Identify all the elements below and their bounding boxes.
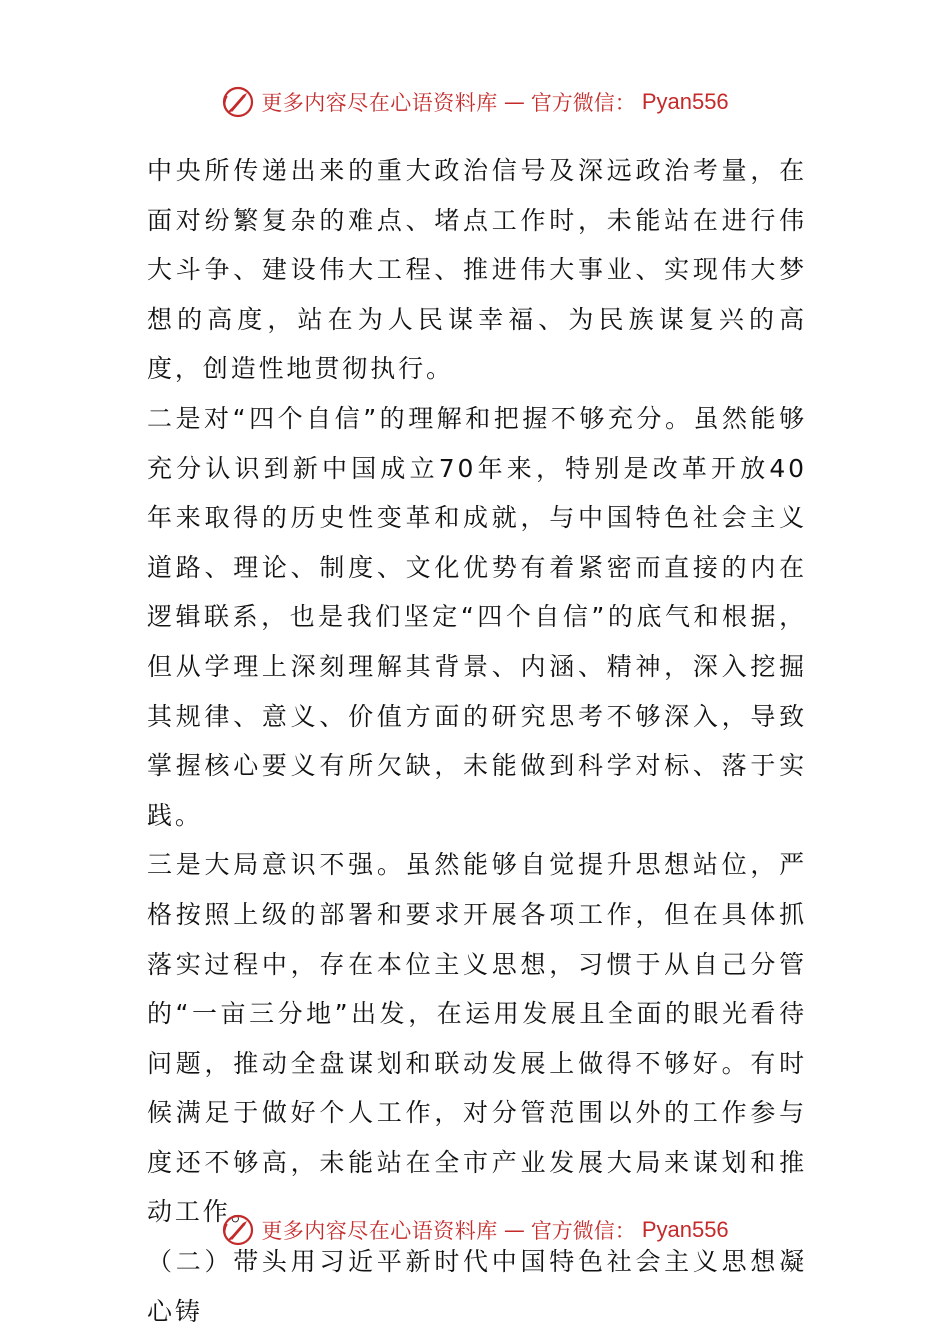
header-slogan: 更多内容尽在心语资料库 [261, 91, 498, 115]
section-heading-2: （二）带头用习近平新时代中国特色社会主义思想凝心铸 [147, 1247, 807, 1326]
paragraph-continuation: 中央所传递出来的重大政治信号及深远政治考量，在面对纷繁复杂的难点、堵点工作时，未能站在进行伟大斗争、建设伟大工程、推进伟大事业、实现伟大梦想的高度，站在为人民谋幸福、为民族谋复兴的高度，创造性地贯彻执行。 [147, 156, 807, 384]
header-separator: — [503, 90, 525, 114]
quill-pen-logo-icon [221, 85, 255, 119]
document-body [147, 146, 807, 1336]
footer-wechat-label: 官方微信： [530, 1219, 636, 1243]
quill-pen-logo-icon [221, 1213, 255, 1247]
paragraph-overall-awareness: 三是大局意识不强。虽然能够自觉提升思想站位，严格按照上级的部署和要求开展各项工作，但在具体抓落实过程中，存在本位主义思想，习惯于从自己分管的“一亩三分地”出发，在运用发展且全面的眼光看待问题，推动全盘谋划和联动发展上做得不够好。有时候满足于做好个人工作，对分管范围以外的工作参与度还不够高，未能站在全市产业发展大局来谋划和推动工作。 [147, 850, 807, 1227]
footer-slogan: 更多内容尽在心语资料库 [261, 1219, 498, 1243]
footer-wechat-id: Pyan556 [641, 1217, 729, 1242]
footer-separator: — [503, 1218, 525, 1242]
footer-banner [0, 1210, 950, 1250]
paragraph-four-confidences: 二是对“四个自信”的理解和把握不够充分。虽然能够充分认识到新中国成立70年来，特别是改革开放40年来取得的历史性变革和成就，与中国特色社会主义道路、理论、制度、文化优势有着紧密而直接的内在逻辑联系，也是我们坚定“四个自信”的底气和根据，但从学理上深刻理解其背景、内涵、精神，深入挖掘其规律、意义、价值方面的研究思考不够深入，导致掌握核心要义有所欠缺，未能做到科学对标、落于实践。 [147, 403, 807, 830]
header-banner [0, 82, 950, 122]
header-wechat-id: Pyan556 [641, 89, 729, 114]
header-wechat-label: 官方微信： [530, 91, 636, 115]
